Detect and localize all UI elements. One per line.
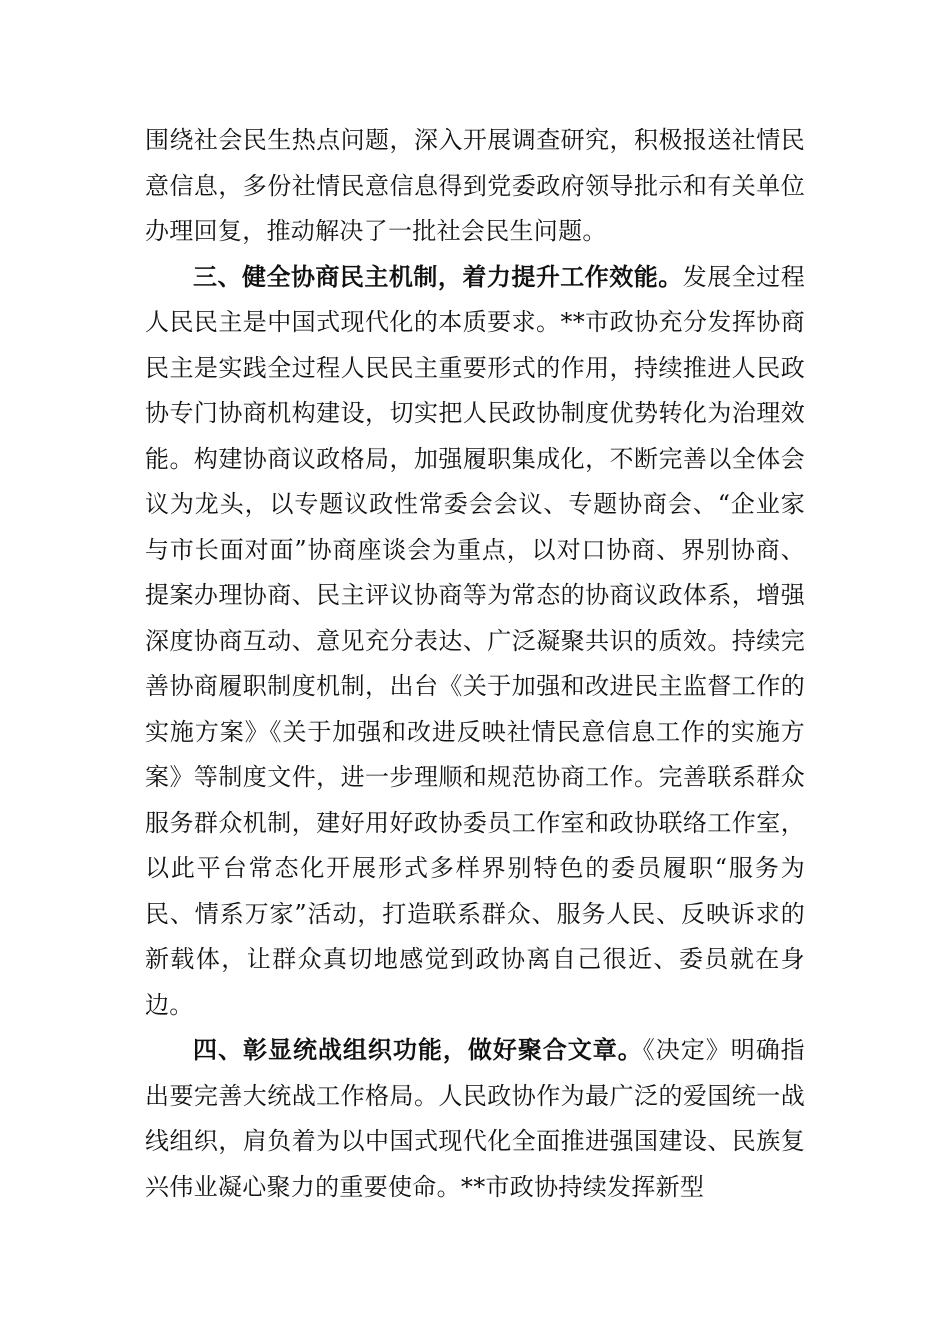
paragraph-body: 《决定》明确指出要完善大统战工作格局。人民政协作为最广泛的爱国统一战线组织，肩负着为以中国式现代化全面推进强国建设、民族复兴伟业凝心聚力的重要使命。**市政协持续发挥新型 (145, 1036, 805, 1201)
paragraph-body: 发展全过程人民民主是中国式现代化的本质要求。**市政协充分发挥协商民主是实践全过程人民民主重要形式的作用，持续推进人民政协专门协商机构建设，切实把人民政协制度优势转化为治理效能。构建协商议政格局，加强履职集成化，不断完善以全体会议为龙头，以专题议政性常委会会议、专题协商会、“企业家与市长面对面”协商座谈会为重点，以对口协商、界别协商、提案办理协商、民主评议协商等为常态的协商议政体系，增强深度协商互动、意见充分表达、广泛凝聚共识的质效。持续完善协商履职制度机制，出台《关于加强和改进民主监督工作的实施方案》《关于加强和改进反映社情民意信息工作的实施方案》等制度文件，进一步理顺和规范协商工作。完善联系群众服务群众机制，建好用好政协委员工作室和政协联络工作室，以此平台常态化开展形式多样界别特色的委员履职“服务为民、情系万家”活动，打造联系群众、服务人民、反映诉求的新载体，让群众真切地感觉到政协离自己很近、委员就在身边。 (145, 262, 805, 1019)
document-body (145, 118, 805, 1210)
paragraph-section-four (145, 1028, 805, 1210)
section-heading-four: 四、彰显统战组织功能，做好聚合文章。 (193, 1036, 643, 1064)
paragraph-section-three (145, 255, 805, 1029)
paragraph-body: 围绕社会民生热点问题，深入开展调查研究，积极报送社情民意信息，多份社情民意信息得到党委政府领导批示和有关单位办理回复，推动解决了一批社会民生问题。 (145, 126, 805, 245)
section-heading-three: 三、健全协商民主机制，着力提升工作效能。 (193, 262, 683, 291)
paragraph-continued (145, 118, 805, 255)
